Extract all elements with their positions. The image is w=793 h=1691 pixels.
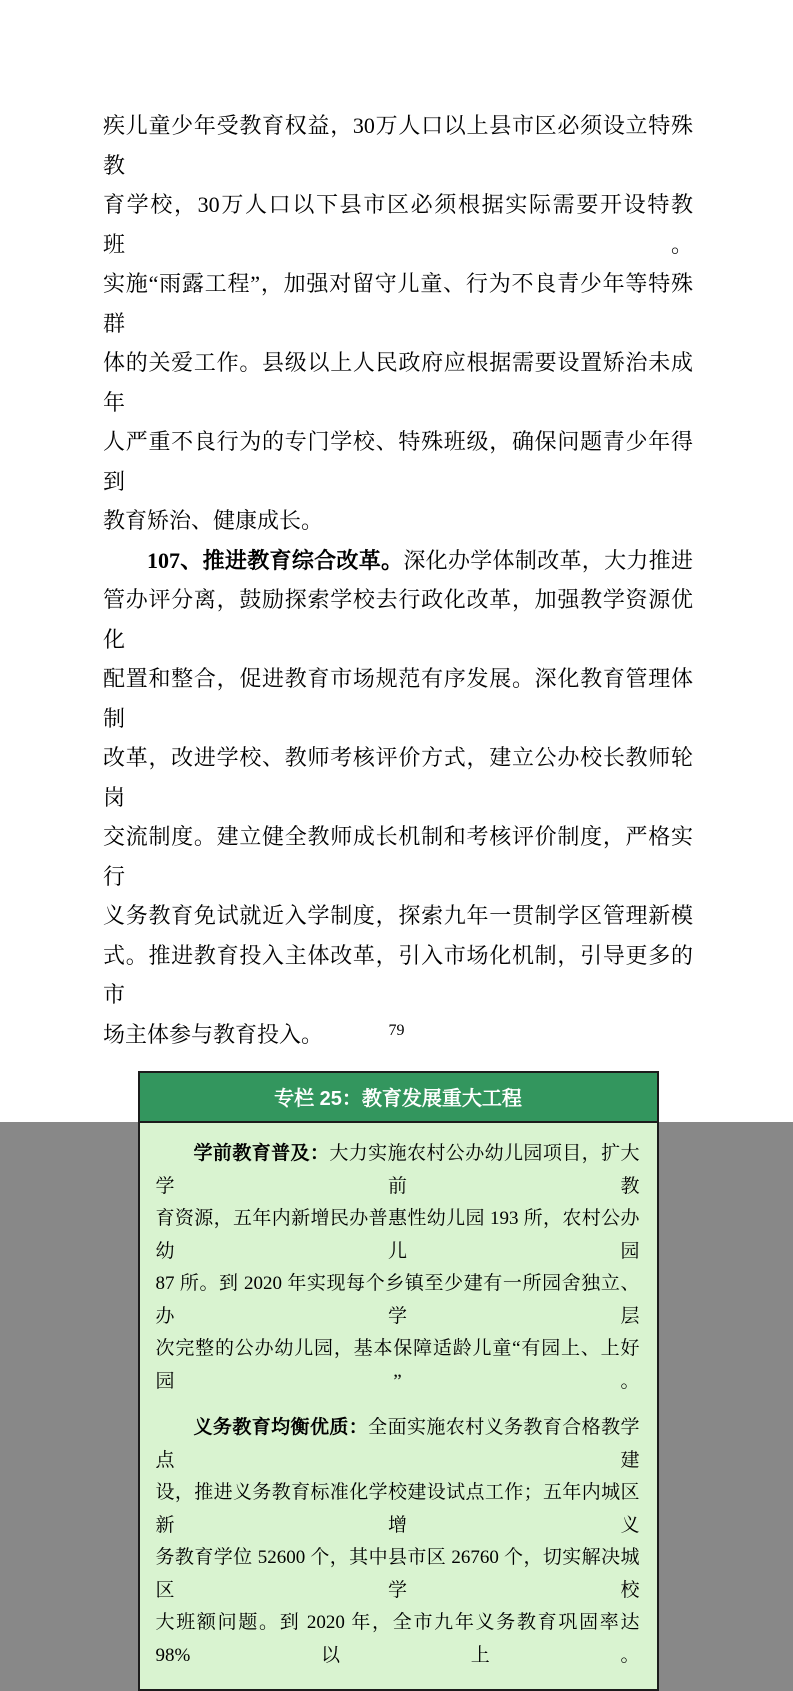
callout-lead-compulsory: 义务教育均衡优质： bbox=[193, 1417, 369, 1438]
text-run: 全面实施农村义务教育合格教学点建 bbox=[155, 1417, 640, 1471]
text-line: 改革，改进学校、教师考核评价方式，建立公办校长教师轮岗 bbox=[103, 745, 693, 810]
callout-box-header bbox=[140, 1073, 657, 1123]
text-line: 体的关爱工作。县级以上人民政府应根据需要设置矫治未成年 bbox=[103, 350, 693, 415]
paragraph-continuation bbox=[103, 106, 693, 541]
text-line: 次完整的公办幼儿园，基本保障适龄儿童“有园上、上好园”。 bbox=[155, 1338, 640, 1392]
main-text-column bbox=[103, 106, 693, 1691]
callout-paragraph-preschool bbox=[156, 1138, 640, 1398]
text-line: 式。推进教育投入主体改革，引入市场化机制，引导更多的市 bbox=[103, 942, 693, 1007]
text-line: 育学校，30万人口以下县市区必须根据实际需要开设特教班。 bbox=[103, 192, 693, 257]
callout-box-education-projects bbox=[138, 1071, 659, 1691]
text-line: 管办评分离，鼓励探索学校去行政化改革，加强教学资源优化 bbox=[103, 587, 693, 652]
text-line: 教育矫治、健康成长。 bbox=[103, 508, 324, 533]
callout-lead-preschool: 学前教育普及： bbox=[193, 1143, 330, 1164]
text-line bbox=[103, 541, 693, 581]
text-run: 深化办学体制改革，大力推进 bbox=[403, 547, 693, 573]
text-line bbox=[156, 1412, 640, 1477]
text-line: 场主体参与教育投入。 bbox=[103, 1021, 324, 1047]
text-line: 大班额问题。到 2020 年，全市九年义务教育巩固率达 98%以上。 bbox=[155, 1612, 640, 1666]
text-line: 疾儿童少年受教育权益，30万人口以上县市区必须设立特殊教 bbox=[103, 113, 693, 178]
text-line: 人严重不良行为的专门学校、特殊班级，确保问题青少年得到 bbox=[103, 429, 693, 494]
text-line: 育资源，五年内新增民办普惠性幼儿园 193 所，农村公办幼儿园 bbox=[155, 1208, 640, 1262]
text-line: 实施“雨露工程”，加强对留守儿童、行为不良青少年等特殊群 bbox=[103, 271, 693, 336]
text-line: 务教育学位 52600 个，其中县市区 26760 个，切实解决城区学校 bbox=[155, 1547, 640, 1601]
text-run: 大力实施农村公办幼儿园项目，扩大学前教 bbox=[155, 1143, 640, 1197]
paragraph-lead-bold: 107、推进教育综合改革。 bbox=[147, 547, 404, 573]
text-line: 设，推进义务教育标准化学校建设试点工作；五年内城区新增义 bbox=[155, 1482, 640, 1536]
text-line: 配置和整合，促进教育市场规范有序发展。深化教育管理体制 bbox=[103, 666, 693, 731]
paragraph-item-107 bbox=[103, 541, 693, 1055]
callout-paragraph-compulsory bbox=[156, 1412, 640, 1672]
text-line: 义务教育免试就近入学制度，探索九年一贯制学区管理新模 bbox=[103, 903, 693, 928]
page-number: 79 bbox=[388, 1022, 405, 1039]
text-line: 87 所。到 2020 年实现每个乡镇至少建有一所园舍独立、办学层 bbox=[155, 1273, 640, 1327]
callout-box-title: 专栏 25：教育发展重大工程 bbox=[274, 1088, 522, 1110]
text-line bbox=[156, 1138, 640, 1203]
text-line: 交流制度。建立健全教师成长机制和考核评价制度，严格实行 bbox=[103, 824, 693, 889]
callout-box-body bbox=[140, 1123, 657, 1689]
